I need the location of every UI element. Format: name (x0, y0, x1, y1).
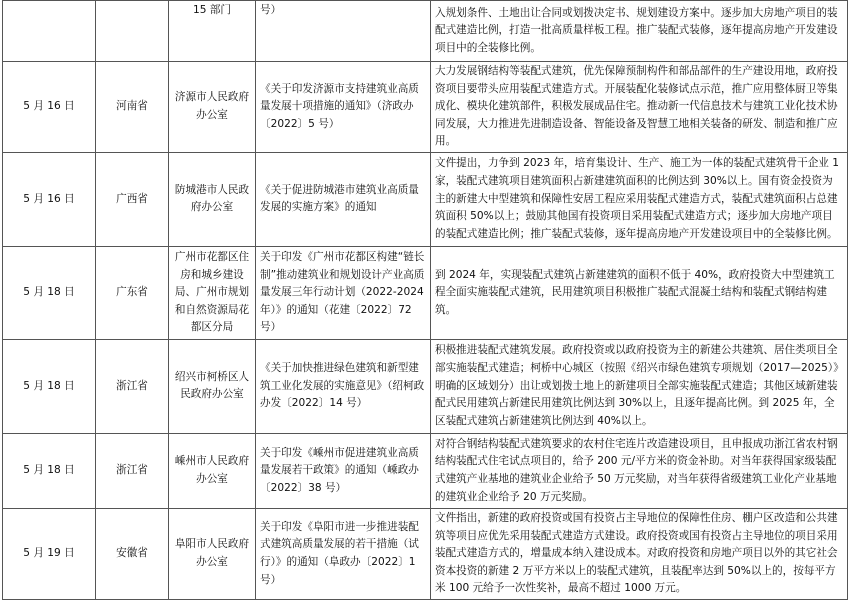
department-cell: 15 部门 (169, 1, 256, 62)
table-row (3, 508, 848, 599)
table-row (3, 62, 848, 153)
department-cell: 嵊州市人民政府办公室 (169, 433, 256, 508)
province-cell: 广东省 (96, 246, 169, 339)
province-cell (96, 1, 169, 62)
province-cell: 浙江省 (96, 339, 169, 433)
province-cell: 广西省 (96, 152, 169, 246)
province-cell: 河南省 (96, 62, 169, 153)
table-row (3, 1, 848, 62)
date-cell: 5 月 18 日 (3, 246, 96, 339)
content-cell: 入规划条件、土地出让合同或划拨决定书、规划建设方案中。逐步加大房地产项目的装配式建造比例，打造一批高质量样板工程。推广装配式装修，逐年提高房地产开发建设项目中的全装修比例。 (431, 1, 848, 62)
document-cell: 《关于促进防城港市建筑业高质量发展的实施方案》的通知 (256, 152, 431, 246)
date-cell: 5 月 16 日 (3, 152, 96, 246)
date-cell (3, 1, 96, 62)
content-cell: 大力发展钢结构等装配式建筑，优先保障预制构件和部品部件的生产建设用地，政府投资项目要带头应用装配式建造方式。开展装配化装修试点示范，推广应用整体厨卫等集成化、模块化建筑部件，积极发展成品住宅。推动新一代信息技术与建筑工业化技术协同发展，大力推进先进制造设备、智能设备及智慧工地相关装备的研发、制造和推广应用。 (431, 62, 848, 153)
department-cell: 阜阳市人民政府办公室 (169, 508, 256, 599)
document-cell: 关于印发《阜阳市进一步推进装配式建筑高质量发展的若干措施（试行）》的通知（阜政办〔2022〕1 号） (256, 508, 431, 599)
document-cell: 关于印发《嵊州市促进建筑业高质量发展若干政策》的通知（嵊政办〔2022〕38 号） (256, 433, 431, 508)
date-cell: 5 月 16 日 (3, 62, 96, 153)
table-row (3, 246, 848, 339)
date-cell: 5 月 18 日 (3, 339, 96, 433)
document-cell: 号） (256, 1, 431, 62)
department-cell: 济源市人民政府办公室 (169, 62, 256, 153)
content-cell: 文件指出，新建的政府投资或国有投资占主导地位的保障性住房、棚户区改造和公共建筑等项目应优先采用装配式建造方式建设。政府投资或国有投资占主导地位的项目采用装配式建造方式的，增量成本纳入建设成本。对政府投资和房地产项目以外的其它社会资本投资的新建 2 万平方米以上的装配式建筑，且装配率达到 50%以上的，按每平方米 100 元给予一次性奖补，最高不超过 1000 万元。 (431, 508, 848, 599)
content-cell: 积极推进装配式建筑发展。政府投资或以政府投资为主的新建公共建筑、居住类项目全部实施装配式建造；柯桥中心城区（按照《绍兴市绿色建筑专项规划（2017—2025）》明确的区域划分）出让或划拨土地上的新建项目全部实施装配式建造；其他区域新建装配式民用建筑占新建民用建筑比例达到 30%以上，且逐年提高比例。到 2025 年，全区装配式建筑占新建建筑比例达到 40%以上。 (431, 339, 848, 433)
date-cell: 5 月 18 日 (3, 433, 96, 508)
document-cell: 《关于印发济源市支持建筑业高质量发展十项措施的通知》（济政办〔2022〕5 号） (256, 62, 431, 153)
province-cell: 安徽省 (96, 508, 169, 599)
department-cell: 防城港市人民政府办公室 (169, 152, 256, 246)
table-row (3, 339, 848, 433)
province-cell: 浙江省 (96, 433, 169, 508)
policy-table (2, 0, 848, 600)
document-cell: 关于印发《广州市花都区构建“链长制”推动建筑业和规划设计产业高质量发展三年行动计划（2022-2024 年）》的通知（花建〔2022〕72 号） (256, 246, 431, 339)
content-cell: 文件提出，力争到 2023 年，培育集设计、生产、施工为一体的装配式建筑骨干企业 1 家，装配式建筑项目建筑面积占新建建筑面积的比例达到 30%以上。国有资金投资为主的新建大中型建筑和保障性安居工程应采用装配式建造方式，装配式建筑面积占总建筑面积 50%以上；鼓励其他国有投资项目采用装配式建造方式；逐步加大房地产项目的装配式建造比例；推广装配式装修，逐年提高房地产开发建设项目中的全装修比例。 (431, 152, 848, 246)
table-row (3, 152, 848, 246)
table-row (3, 433, 848, 508)
department-cell: 广州市花都区住房和城乡建设局、广州市规划和自然资源局花都区分局 (169, 246, 256, 339)
document-cell: 《关于加快推进绿色建筑和新型建筑工业化发展的实施意见》（绍柯政办发〔2022〕14 号） (256, 339, 431, 433)
date-cell: 5 月 19 日 (3, 508, 96, 599)
content-cell: 对符合钢结构装配式建筑要求的农村住宅连片改造建设项目，且申报成功浙江省农村钢结构装配式住宅试点项目的，给予 200 元/平方米的资金补助。对当年获得国家级装配式建筑产业基地的建筑业企业给予 50 万元奖励，对当年获得省级建筑工业化产业基地的建筑业企业给予 20 万元奖励。 (431, 433, 848, 508)
department-cell: 绍兴市柯桥区人民政府办公室 (169, 339, 256, 433)
content-cell: 到 2024 年，实现装配式建筑占新建建筑的面积不低于 40%，政府投资大中型建筑工程全面实施装配式建筑，民用建筑项目积极推广装配式混凝土结构和装配式钢结构建筑。 (431, 246, 848, 339)
